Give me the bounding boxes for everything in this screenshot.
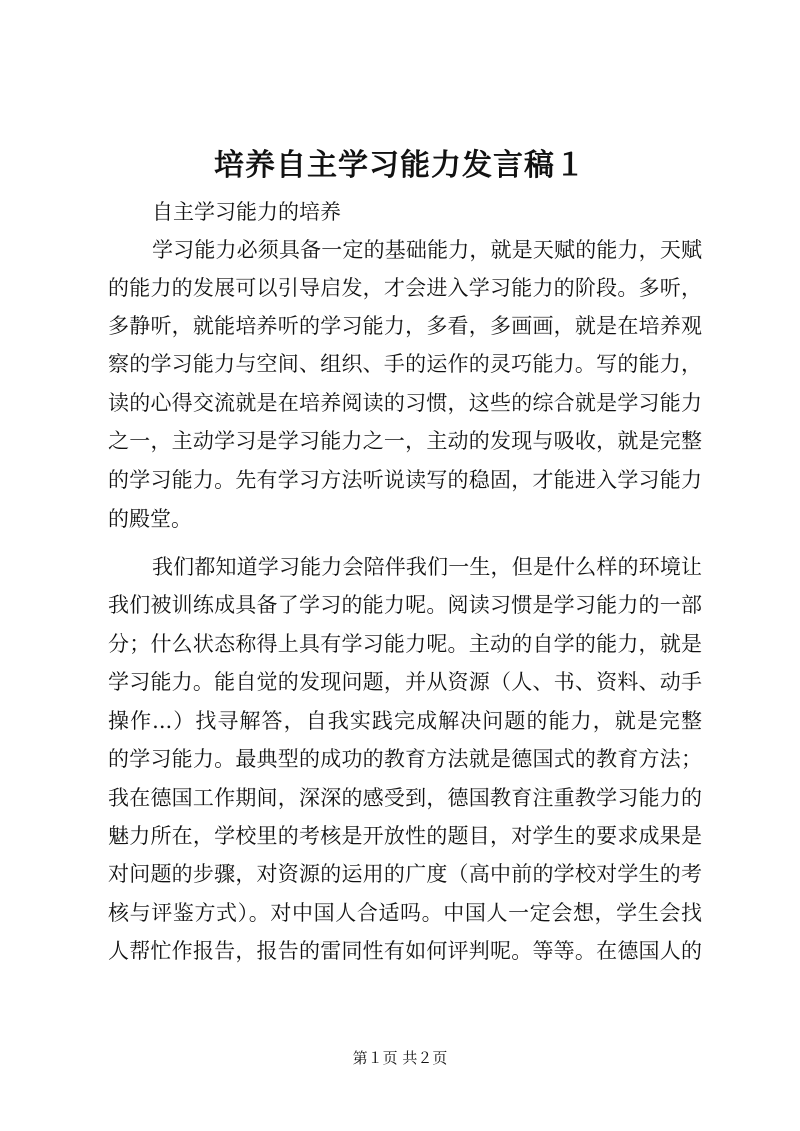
paragraph-1-line: 的学习能力。先有学习方法听说读写的稳固，才能进入学习能力 bbox=[108, 468, 702, 492]
document-title: 培养自主学习能力发言稿１ bbox=[214, 148, 586, 183]
paragraph-1-line: 读的心得交流就是在培养阅读的习惯，这些的综合就是学习能力 bbox=[108, 391, 702, 415]
paragraph-2-line: 的学习能力。最典型的成功的教育方法就是德国式的教育方法； bbox=[108, 747, 702, 771]
paragraph-1-line: 之一，主动学习是学习能力之一，主动的发现与吸收，就是完整 bbox=[108, 429, 702, 453]
paragraph-1-line: 的殿堂。 bbox=[108, 507, 192, 531]
paragraph-2-line: 人帮忙作报告，报告的雷同性有如何评判呢。等等。在德国人的 bbox=[108, 939, 702, 963]
paragraph-1-line: 多静听，就能培养听的学习能力，多看，多画画，就是在培养观 bbox=[108, 314, 702, 338]
paragraph-2-line: 我在德国工作期间，深深的感受到，德国教育注重教学习能力的 bbox=[108, 786, 702, 810]
paragraph-1-line: 察的学习能力与空间、组织、手的运作的灵巧能力。写的能力， bbox=[108, 352, 702, 376]
paragraph-2-line: 我们都知道学习能力会陪伴我们一生，但是什么样的环境让 bbox=[152, 555, 702, 579]
page-number-footer: 第１页 共２页 bbox=[352, 1049, 448, 1067]
paragraph-2-line: 操作...）找寻解答，自我实践完成解决问题的能力，就是完整 bbox=[108, 709, 702, 733]
paragraph-2-line: 核与评鉴方式）。对中国人合适吗。中国人一定会想，学生会找 bbox=[108, 901, 702, 925]
paragraph-1-line: 学习能力必须具备一定的基础能力，就是天赋的能力，天赋 bbox=[152, 238, 702, 262]
paragraph-2-line: 分；什么状态称得上具有学习能力呢。主动的自学的能力，就是 bbox=[108, 632, 702, 656]
paragraph-2-line: 对问题的步骤，对资源的运用的广度（高中前的学校对学生的考 bbox=[108, 862, 702, 886]
paragraph-1-line: 的能力的发展可以引导启发，才会进入学习能力的阶段。多听， bbox=[108, 276, 702, 300]
paragraph-2-line: 我们被训练成具备了学习的能力呢。阅读习惯是学习能力的一部 bbox=[108, 593, 702, 617]
document-subtitle: 自主学习能力的培养 bbox=[152, 200, 341, 224]
paragraph-2-line: 魅力所在，学校里的考核是开放性的题目，对学生的要求成果是 bbox=[108, 824, 702, 848]
paragraph-2-line: 学习能力。能自觉的发现问题，并从资源（人、书、资料、动手 bbox=[108, 670, 702, 694]
